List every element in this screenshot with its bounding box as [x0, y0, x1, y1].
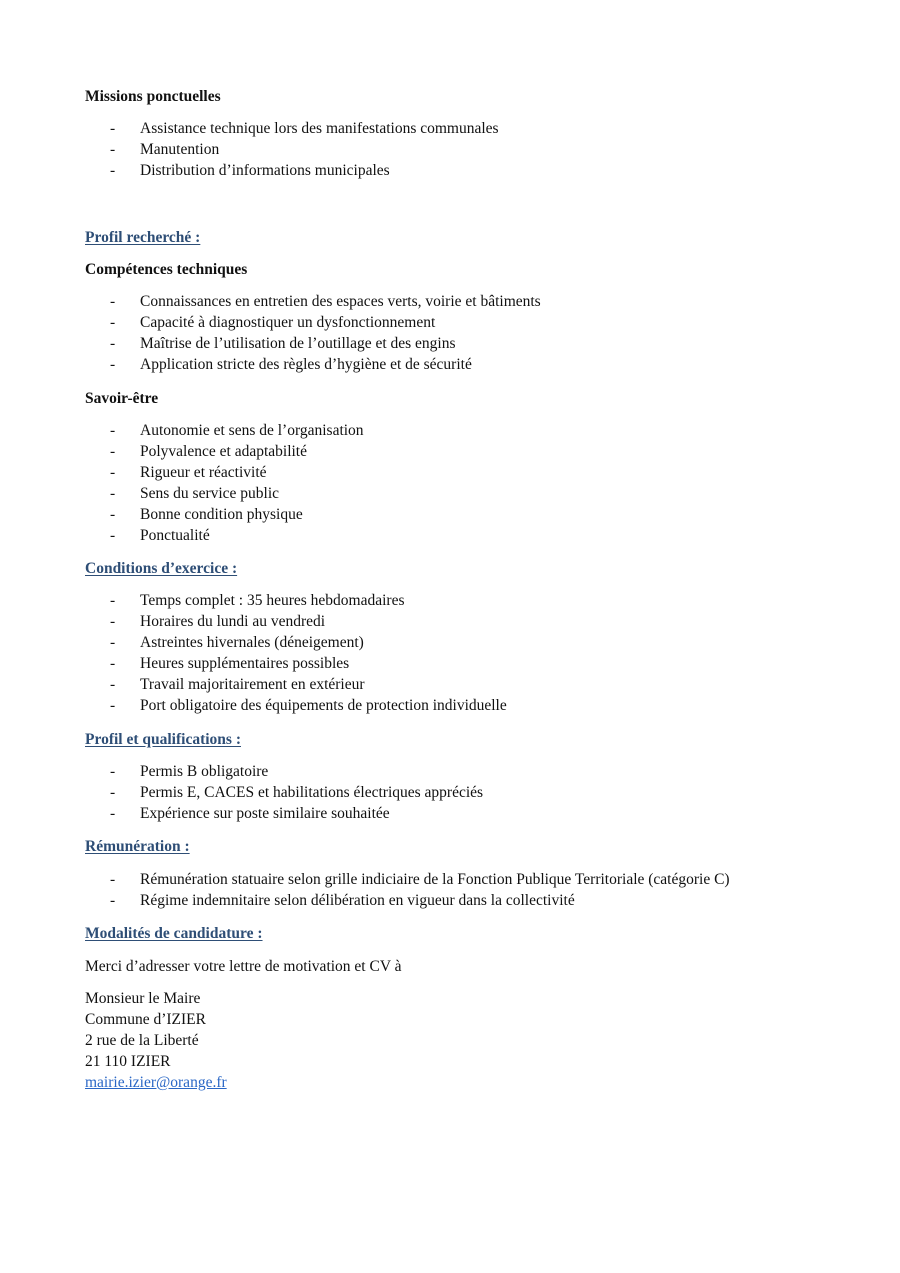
bullet: -	[110, 314, 116, 331]
list-item: Temps complet : 35 heures hebdomadaires	[140, 592, 405, 609]
list-item: Astreintes hivernales (déneigement)	[140, 634, 364, 651]
bullet: -	[110, 763, 116, 780]
bullet: -	[110, 422, 116, 439]
bullet: -	[110, 162, 116, 179]
list-item: Bonne condition physique	[140, 506, 303, 523]
bullet: -	[110, 655, 116, 672]
missions-heading: Missions ponctuelles	[85, 88, 221, 105]
list-item: Capacité à diagnostiquer un dysfonctionnement	[140, 314, 436, 331]
list-item: Rigueur et réactivité	[140, 464, 267, 481]
profil-title: Profil recherché :	[85, 229, 201, 246]
address-line: Commune d’IZIER	[85, 1011, 206, 1028]
bullet: -	[110, 613, 116, 630]
address-line: 21 110 IZIER	[85, 1053, 171, 1070]
list-item: Permis B obligatoire	[140, 763, 269, 780]
list-item: Polyvalence et adaptabilité	[140, 443, 307, 460]
bullet: -	[110, 356, 116, 373]
qualifications-title: Profil et qualifications :	[85, 731, 241, 748]
candidature-intro: Merci d’adresser votre lettre de motivation et CV à	[85, 958, 402, 975]
list-item: Expérience sur poste similaire souhaitée	[140, 805, 390, 822]
list-item: Connaissances en entretien des espaces verts, voirie et bâtiments	[140, 293, 541, 310]
list-item: Permis E, CACES et habilitations électriques appréciés	[140, 784, 484, 801]
bullet: -	[110, 676, 116, 693]
list-item: Travail majoritairement en extérieur	[140, 676, 365, 693]
list-item: Horaires du lundi au vendredi	[140, 613, 326, 630]
bullet: -	[110, 592, 116, 609]
list-item: Manutention	[140, 141, 220, 158]
bullet: -	[110, 892, 116, 909]
address-line: 2 rue de la Liberté	[85, 1032, 199, 1049]
list-item: Régime indemnitaire selon délibération en vigueur dans la collectivité	[140, 892, 575, 909]
bullet: -	[110, 527, 116, 544]
conditions-title: Conditions d’exercice :	[85, 560, 238, 577]
list-item: Assistance technique lors des manifestations communales	[140, 120, 499, 137]
list-item: Rémunération statuaire selon grille indiciaire de la Fonction Publique Territoriale (catégorie C)	[140, 871, 730, 888]
bullet: -	[110, 697, 116, 714]
competences-heading: Compétences techniques	[85, 261, 248, 278]
list-item: Ponctualité	[140, 527, 210, 544]
bullet: -	[110, 634, 116, 651]
bullet: -	[110, 871, 116, 888]
list-item: Sens du service public	[140, 485, 280, 502]
bullet: -	[110, 443, 116, 460]
bullet: -	[110, 506, 116, 523]
bullet: -	[110, 805, 116, 822]
savoir-etre-heading: Savoir-être	[85, 390, 159, 407]
bullet: -	[110, 120, 116, 137]
list-item: Autonomie et sens de l’organisation	[140, 422, 364, 439]
bullet: -	[110, 784, 116, 801]
bullet: -	[110, 141, 116, 158]
bullet: -	[110, 485, 116, 502]
bullet: -	[110, 293, 116, 310]
address-line: Monsieur le Maire	[85, 990, 201, 1007]
candidature-title: Modalités de candidature :	[85, 925, 263, 942]
list-item: Distribution d’informations municipales	[140, 162, 390, 179]
list-item: Port obligatoire des équipements de protection individuelle	[140, 697, 507, 714]
email-link[interactable]: mairie.izier@orange.fr	[85, 1074, 227, 1091]
list-item: Maîtrise de l’utilisation de l’outillage et des engins	[140, 335, 456, 352]
bullet: -	[110, 335, 116, 352]
list-item: Application stricte des règles d’hygiène et de sécurité	[140, 356, 472, 373]
bullet: -	[110, 464, 116, 481]
remuneration-title: Rémunération :	[85, 838, 190, 855]
list-item: Heures supplémentaires possibles	[140, 655, 350, 672]
